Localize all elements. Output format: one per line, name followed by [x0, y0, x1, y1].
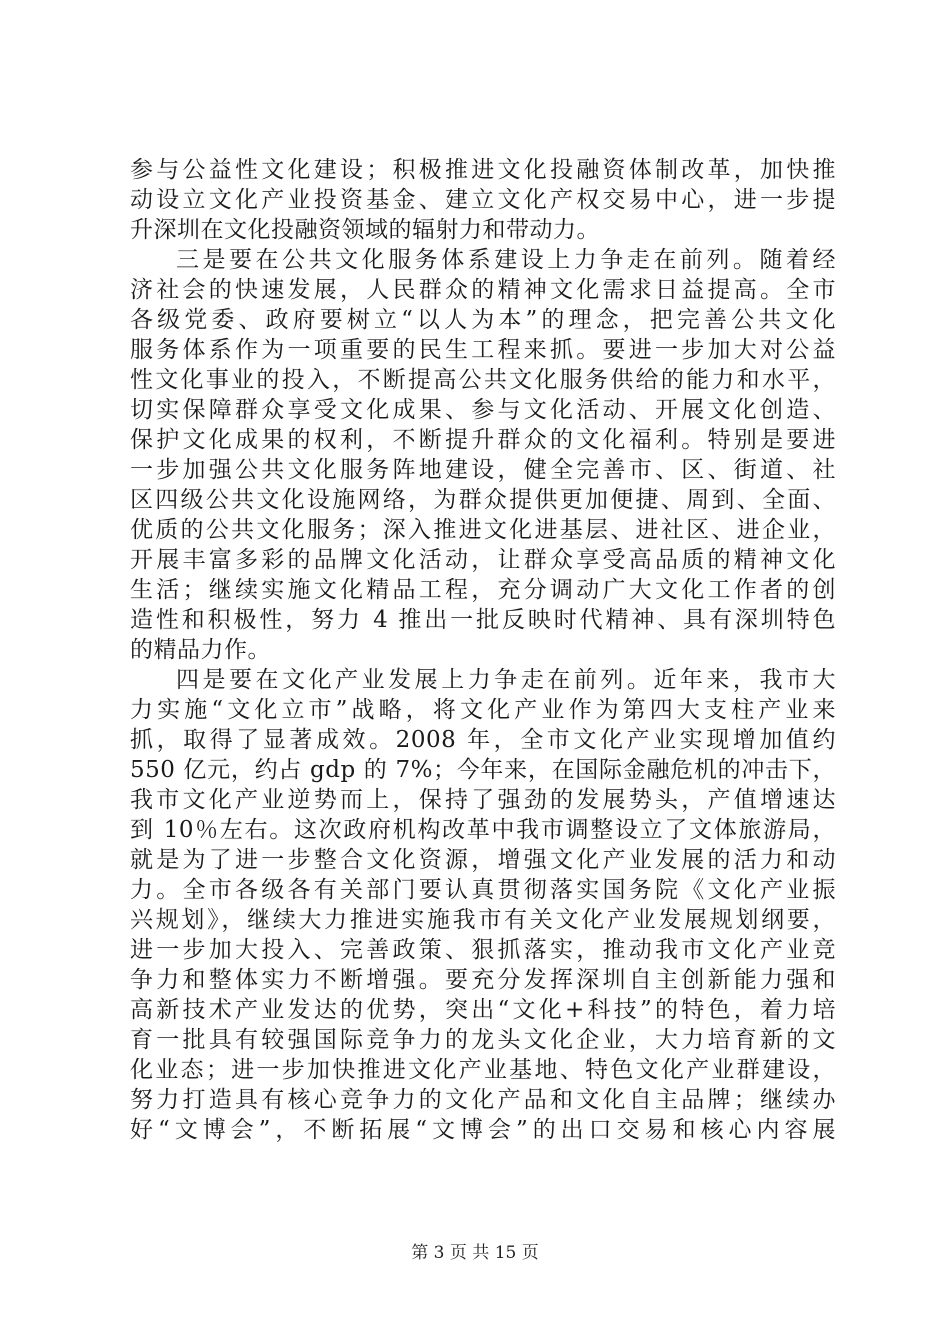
- text-line: 抓，取得了显著成效。2008 年，全市文化产业实现增加值约: [130, 727, 836, 753]
- text-line: 各级党委、政府要树立“以人为本”的理念，把完善公共文化: [130, 307, 836, 333]
- paragraph-start-line: 四是要在文化产业发展上力争走在前列。近年来，我市大: [176, 667, 836, 693]
- document-body: [130, 155, 836, 1145]
- text-line: 参与公益性文化建设；积极推进文化投融资体制改革，加快推: [130, 157, 836, 183]
- text-line: 努力打造具有核心竞争力的文化产品和文化自主品牌；继续办: [130, 1087, 836, 1113]
- text-line: 切实保障群众享受文化成果、参与文化活动、开展文化创造、: [130, 397, 836, 423]
- text-line: 动设立文化产业投资基金、建立文化产权交易中心，进一步提: [130, 187, 836, 213]
- text-line: 到 10％左右。这次政府机构改革中我市调整设立了文体旅游局，: [130, 817, 836, 843]
- text-line: 开展丰富多彩的品牌文化活动，让群众享受高品质的精神文化: [130, 547, 836, 573]
- text-line: 就是为了进一步整合文化资源，增强文化产业发展的活力和动: [130, 847, 836, 873]
- text-line: 高新技术产业发达的优势，突出“文化+科技”的特色，着力培: [130, 997, 836, 1023]
- text-line: 升深圳在文化投融资领域的辐射力和带动力。: [130, 217, 600, 243]
- text-line: 好“文博会”，不断拓展“文博会”的出口交易和核心内容展: [130, 1117, 836, 1143]
- text-line: 进一步加大投入、完善政策、狠抓落实，推动我市文化产业竞: [130, 937, 836, 963]
- paragraph-start-line: 三是要在公共文化服务体系建设上力争走在前列。随着经: [176, 247, 836, 273]
- text-line: 我市文化产业逆势而上，保持了强劲的发展势头，产值增速达: [130, 787, 836, 813]
- text-line: 服务体系作为一项重要的民生工程来抓。要进一步加大对公益: [130, 337, 836, 363]
- text-line: 兴规划》，继续大力推进实施我市有关文化产业发展规划纲要，: [130, 907, 836, 933]
- text-line: 生活；继续实施文化精品工程，充分调动广大文化工作者的创: [130, 577, 836, 603]
- text-line: 力实施“文化立市”战略，将文化产业作为第四大支柱产业来: [130, 697, 836, 723]
- text-line: 保护文化成果的权利，不断提升群众的文化福利。特别是要进: [130, 427, 836, 453]
- page-number-footer: 第 3 页 共 15 页: [411, 1243, 539, 1263]
- text-line: 力。全市各级各有关部门要认真贯彻落实国务院《文化产业振: [130, 877, 836, 903]
- text-line: 一步加强公共文化服务阵地建设，健全完善市、区、街道、社: [130, 457, 836, 483]
- text-line: 化业态；进一步加快推进文化产业基地、特色文化产业群建设，: [130, 1057, 836, 1083]
- text-line: 造性和积极性，努力 4 推出一批反映时代精神、具有深圳特色: [130, 607, 836, 633]
- text-line: 550 亿元，约占 gdp 的 7%；今年来，在国际金融危机的冲击下，: [130, 757, 836, 783]
- text-line: 争力和整体实力不断增强。要充分发挥深圳自主创新能力强和: [130, 967, 836, 993]
- text-line: 性文化事业的投入，不断提高公共文化服务供给的能力和水平，: [130, 367, 836, 393]
- text-line: 育一批具有较强国际竞争力的龙头文化企业，大力培育新的文: [130, 1027, 836, 1053]
- text-line: 的精品力作。: [130, 637, 271, 663]
- text-line: 优质的公共文化服务；深入推进文化进基层、进社区、进企业，: [130, 517, 836, 543]
- text-line: 区四级公共文化设施网络，为群众提供更加便捷、周到、全面、: [130, 487, 836, 513]
- text-line: 济社会的快速发展，人民群众的精神文化需求日益提高。全市: [130, 277, 836, 303]
